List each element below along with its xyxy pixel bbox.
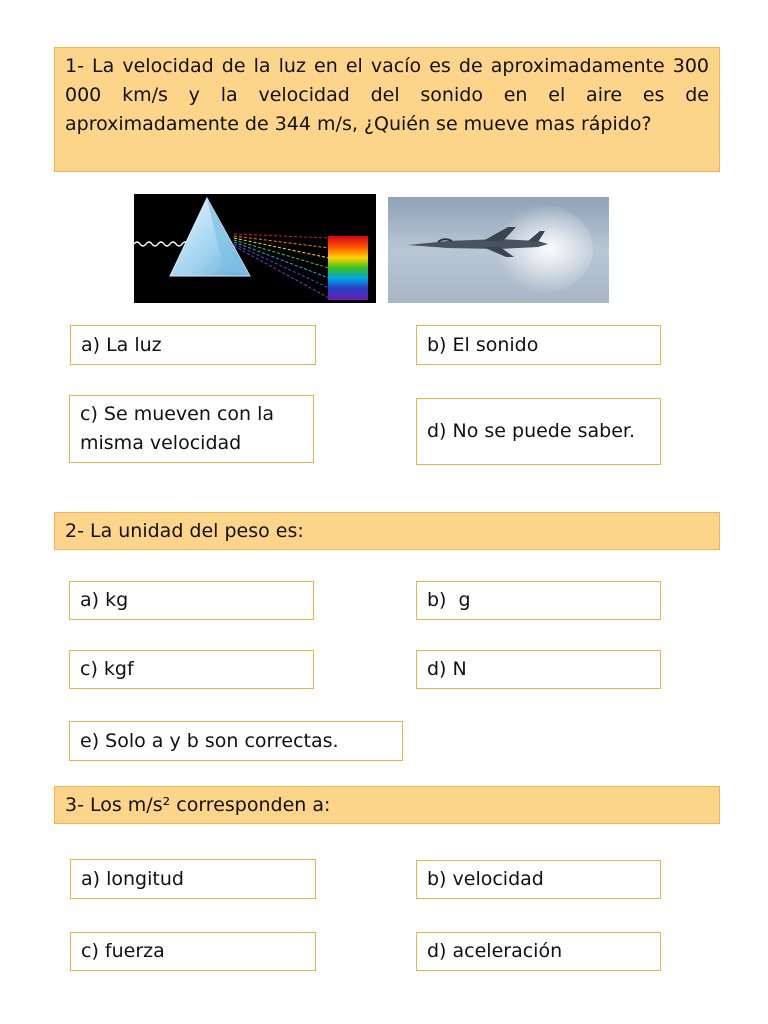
supersonic-jet-icon: [388, 197, 609, 303]
q3-option-b-label: b) velocidad: [427, 868, 544, 890]
question-2: [54, 512, 720, 550]
q3-option-a[interactable]: [70, 859, 316, 899]
q1-option-d[interactable]: [416, 398, 661, 465]
question-3: [54, 786, 720, 824]
q2-option-e[interactable]: [69, 721, 403, 761]
q3-option-c[interactable]: [70, 932, 316, 971]
question-2-text: 2- La unidad del peso es:: [65, 519, 304, 542]
q2-option-c-label: c) kgf: [80, 658, 134, 680]
q2-option-a[interactable]: [69, 581, 314, 620]
q2-option-c[interactable]: [69, 650, 314, 689]
q2-option-a-label: a) kg: [80, 589, 129, 611]
question-1: [54, 47, 720, 172]
q3-option-d-label: d) aceleración: [427, 940, 563, 962]
question-1-text: 1- La velocidad de la luz en el vacío es de aproximadamente 300 000 km/s y la velocidad del sonido en el aire es de aproximadamente de 344 m/s, ¿Quién se mueve mas rápido?: [65, 55, 709, 135]
q1-option-d-label: d) No se puede saber.: [427, 420, 635, 442]
q1-option-b-label: b) El sonido: [427, 333, 539, 356]
q3-option-b[interactable]: [416, 860, 661, 899]
q1-option-c[interactable]: [69, 395, 314, 463]
question-3-text: 3- Los m/s² corresponden a:: [65, 793, 331, 816]
q2-option-e-label: e) Solo a y b son correctas.: [80, 729, 339, 752]
q1-option-b[interactable]: [416, 325, 661, 365]
q3-option-a-label: a) longitud: [81, 867, 184, 890]
q1-option-a[interactable]: [70, 325, 316, 365]
q2-option-b[interactable]: [416, 581, 661, 620]
q2-option-d[interactable]: [416, 650, 661, 689]
q3-option-d[interactable]: [416, 932, 661, 971]
q1-option-a-label: a) La luz: [81, 333, 162, 356]
q2-option-b-label: b) g: [427, 589, 471, 611]
q1-option-c-label: c) Se mueven con la misma velocidad: [80, 403, 275, 454]
q2-option-d-label: d) N: [427, 658, 467, 680]
prism-dispersion-icon: [134, 194, 376, 303]
q3-option-c-label: c) fuerza: [81, 940, 165, 962]
